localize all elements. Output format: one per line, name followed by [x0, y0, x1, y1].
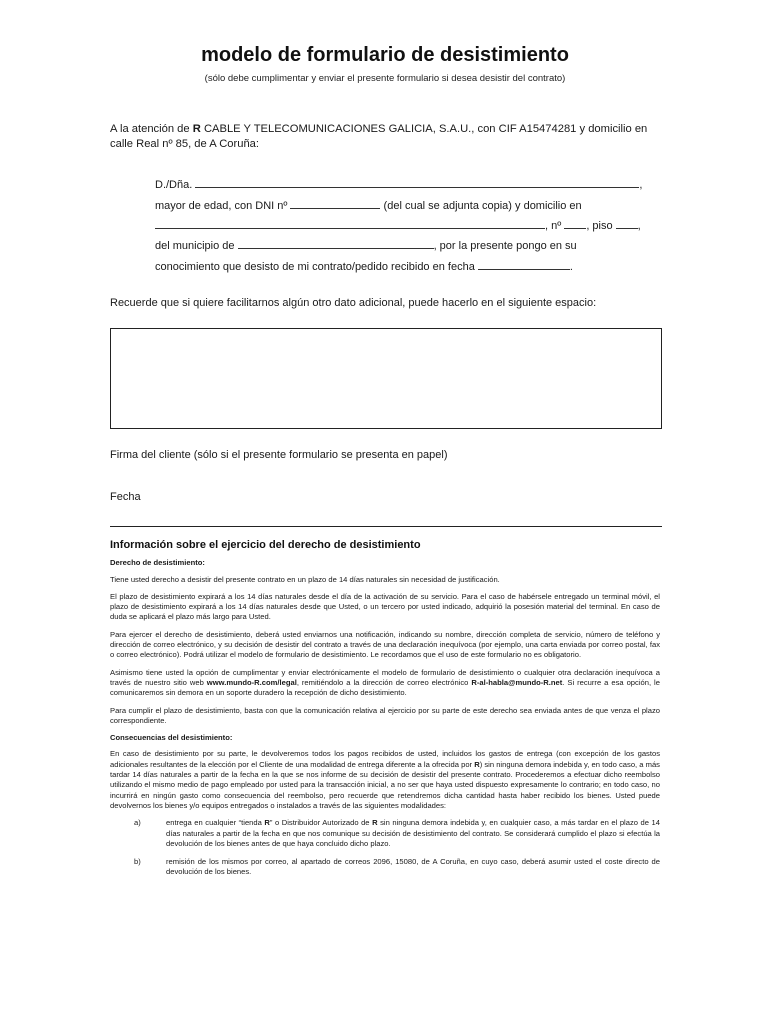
name-comma: ,: [639, 179, 643, 191]
info-paragraph: Tiene usted derecho a desistir del presente contrato en un plazo de 14 días naturales sin necesidad de justificación.: [110, 574, 500, 584]
info-paragraph-online: [110, 668, 660, 699]
online-text: . Si recurre a esa opción, le comunicaremos sin demora en un soporte duradero la recepción de dicho desistimiento.: [110, 677, 660, 698]
contract-date-label: conocimiento que desisto de mi contrato/pedido recibido en fecha: [155, 261, 475, 273]
list-marker: a): [134, 818, 141, 828]
info-paragraph: Para ejercer el derecho de desistimiento, deberá usted enviarnos una notificación, indicando su nombre, dirección completa de servicio, número de teléfono y dirección de correo electrónico, y su decisión de desistir del contrato a través de una declaración inequívoca (por ejemplo, una carta enviada por correo postal, fax o correo electrónico). Podrá utilizar el modelo de formulario de desistimiento. Le recordamos que el uso de este formulario no es obligatorio.: [110, 629, 660, 660]
right-heading: Derecho de desistimiento:: [110, 558, 205, 568]
municipality-tail: , por la presente pongo en su: [433, 240, 577, 252]
form-line-municipality: [155, 238, 577, 252]
attention-company: CABLE Y TELECOMUNICACIONES GALICIA, S.A.U., con CIF A15474281 y domicilio en: [203, 123, 648, 135]
additional-data-box[interactable]: [110, 328, 662, 429]
legal-web-link[interactable]: www.mundo-R.com/legal: [206, 677, 297, 687]
date-period: .: [569, 261, 573, 273]
form-line-address: [155, 218, 641, 232]
consequences-text: En caso de desistimiento por su parte, le devolveremos todos los pagos recibidos de usted, incluidos los gastos de entrega (con excepción de los gastos adicionales resultantes de la elección por el Cliente de una modalidad de entrega diferente a la ofrecida por: [110, 749, 660, 769]
list-item-text: remisión de los mismos por correo, al apartado de correos 2096, 15080, de A Coruña, en cuyo caso, deberá asumir usted el coste directo de devolución de los bienes.: [166, 857, 660, 877]
list-text: entrega en cualquier “tienda: [166, 818, 262, 828]
attention-paragraph: [110, 122, 670, 152]
info-section: [110, 540, 660, 886]
date-label: Fecha: [110, 491, 141, 503]
form-line-dni: [155, 198, 582, 212]
brand-r: R: [264, 818, 270, 828]
floor-comma: ,: [637, 220, 641, 232]
online-text: Asimismo tiene usted la opción de cumplimentar y enviar electrónicamente el modelo de formulario de desistimiento o cualquier otra declaración inequívoca a través de nuestro sitio web: [110, 667, 660, 687]
list-text: ” o Distribuidor Autorizado de: [269, 818, 370, 828]
number-field[interactable]: [564, 218, 586, 229]
consequences-text: ) sin ninguna demora indebida y, en todo caso, a más tardar 14 días naturales a partir de la fecha en la que se nos informe de su decisión de desistir del presente contrato. Procederemos a efectuar dicho reembolso utilizando el mismo medio de pago empleado por usted para la transacción inicial, a no ser que haya usted dispuesto expresamente lo contrario; en todo caso, no incurrirá en ningún gasto como consecuencia del reembolso, pero recuerde que retendremos dicha cantidad hasta haber recibido los bienes. Usted puede devolvernos los bienes y/o equipos entregados o instalados a través de las siguientes modalidades:: [110, 759, 660, 810]
contact-email-link[interactable]: R-al-habla@mundo-R.net: [471, 677, 563, 687]
dni-label: mayor de edad, con DNI nº: [155, 200, 288, 212]
additional-data-note: Recuerde que si quiere facilitarnos algún otro dato adicional, puede hacerlo en el siguiente espacio:: [110, 297, 597, 309]
page-subtitle: (sólo debe cumplimentar y enviar el presente formulario si desea desistir del contrato): [204, 73, 566, 84]
floor-label: , piso: [586, 220, 613, 232]
municipality-field[interactable]: [238, 238, 434, 249]
name-field[interactable]: [195, 177, 639, 188]
number-label: , nº: [545, 220, 562, 232]
name-label: D./Dña.: [155, 179, 193, 191]
list-item-text: [166, 818, 660, 849]
address-field[interactable]: [155, 218, 545, 229]
dni-note: (del cual se adjunta copia) y domicilio en: [383, 200, 582, 212]
attention-address: calle Real nº 85, de A Coruña:: [110, 138, 259, 150]
floor-field[interactable]: [616, 218, 638, 229]
brand-r: R: [192, 123, 201, 135]
consequences-paragraph: [110, 749, 660, 811]
form-line-name: [155, 177, 642, 191]
info-heading: Información sobre el ejercicio del derecho de desistimiento: [110, 539, 421, 551]
info-paragraph: Para cumplir el plazo de desistimiento, basta con que la comunicación relativa al ejercicio por su parte de este derecho sea enviada antes de que venza el plazo correspondiente.: [110, 705, 660, 725]
list-text: sin ninguna demora indebida y, en cualquier caso, a más tardar en el plazo de 14 días naturales a partir de la fecha en que nos comunique su decisión de desistimiento del contrato. Se considerará cumplido el plazo si efectúa la devolución de los bienes antes de que haya concluido dicho plazo.: [166, 818, 660, 848]
list-item: [110, 818, 660, 849]
online-text: , remitiéndolo a la dirección de correo electrónico: [296, 677, 469, 687]
contract-date-field[interactable]: [478, 259, 570, 270]
attention-prefix: A la atención de: [110, 123, 190, 135]
form-line-date: [155, 259, 573, 273]
brand-r: R: [474, 759, 480, 769]
signature-label: Firma del cliente (sólo si el presente formulario se presenta en papel): [110, 449, 448, 461]
list-item: [110, 857, 660, 878]
section-divider: [110, 526, 662, 527]
municipality-label: del municipio de: [155, 240, 235, 252]
dni-field[interactable]: [290, 198, 380, 209]
consequences-heading: Consecuencias del desistimiento:: [110, 733, 233, 743]
brand-r: R: [372, 818, 378, 828]
page-title: modelo de formulario de desistimiento: [201, 44, 569, 66]
list-marker: b): [134, 857, 141, 867]
info-paragraph: El plazo de desistimiento expirará a los 14 días naturales desde el día de la activación de su servicio. Para el caso de habérsele entregado un terminal móvil, el plazo de desistimiento expirará a los 14 días naturales desde que Usted, o un tercero por usted indicado, adquirió la posesión material del terminal. En caso de duda se aplicará el plazo más largo para Usted.: [110, 591, 660, 622]
